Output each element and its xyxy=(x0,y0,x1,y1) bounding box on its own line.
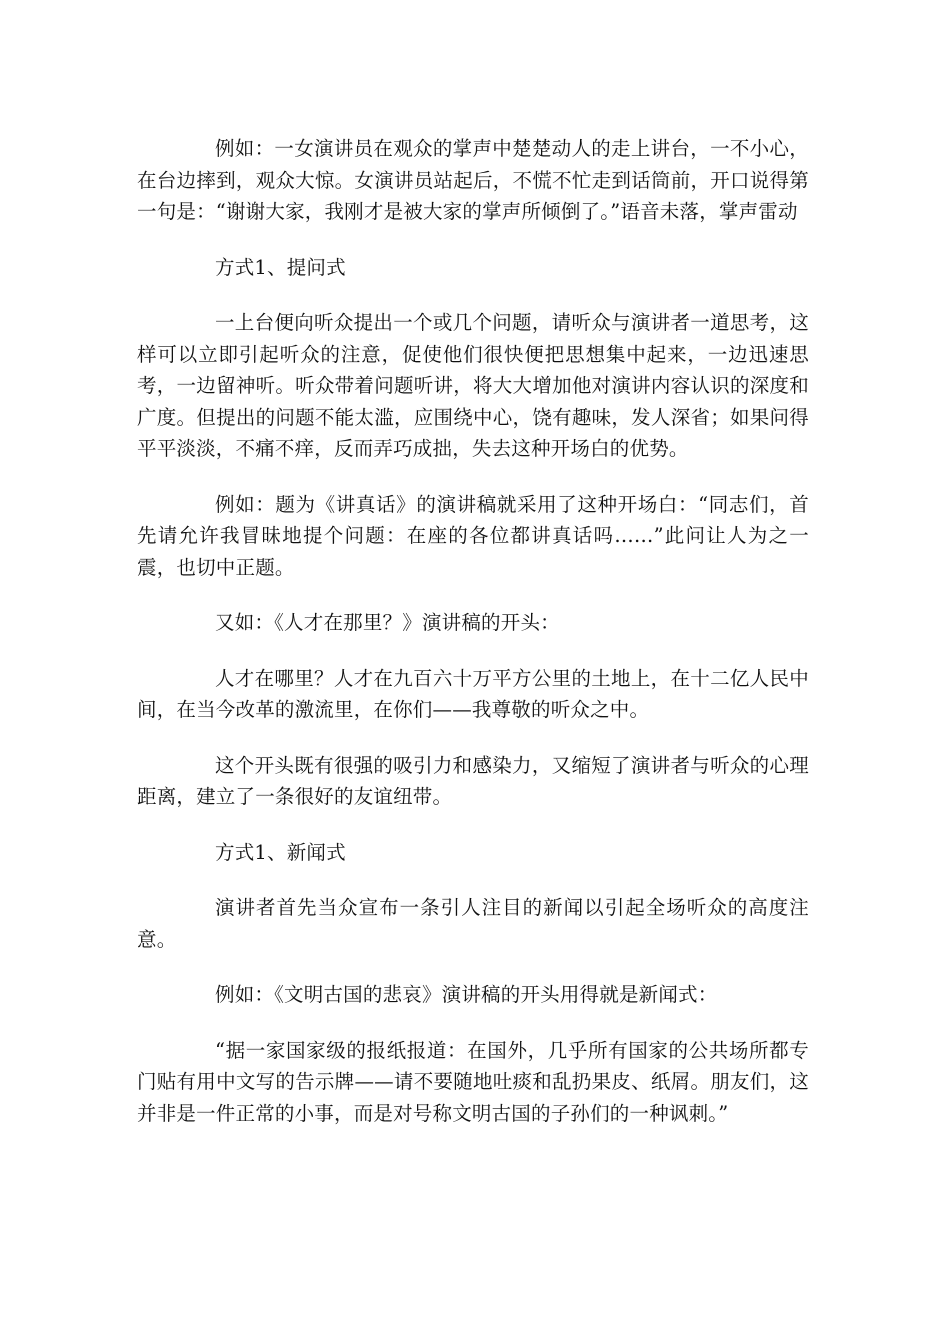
paragraph-example-truth: 例如：题为《讲真话》的演讲稿就采用了这种开场白：“同志们，首先请允许我冒昧地提个问题：在座的各位都讲真话吗……”此问让人为之一震，也切中正题。 xyxy=(137,492,809,579)
paragraph-another-example: 又如：《人才在那里？》演讲稿的开头： xyxy=(215,611,560,634)
paragraph-opening-effect: 这个开头既有很强的吸引力和感染力，又缩短了演讲者与听众的心理距离，建立了一条很好的友谊纽带。 xyxy=(137,753,809,808)
heading-news-method: 方式1、新闻式 xyxy=(215,840,346,864)
paragraph-example-civilization: 例如：《文明古国的悲哀》演讲稿的开头用得就是新闻式： xyxy=(215,983,718,1006)
document-page xyxy=(137,133,809,1153)
paragraph-news-quote: “据一家国家级的报纸报道：在国外，几乎所有国家的公共场所都专门贴有用中文写的告示牌——请不要随地吐痰和乱扔果皮、纸屑。朋友们，这并非是一件正常的小事，而是对号称文明古国的子孙们的一种讽刺。” xyxy=(137,1038,809,1125)
paragraph-example-speaker-fall: 例如：一女演讲员在观众的掌声中楚楚动人的走上讲台，一不小心，在台边摔到，观众大惊。女演讲员站起后，不慌不忙走到话筒前，开口说得第一句是：“谢谢大家，我刚才是被大家的掌声所倾倒了。”语音未落，掌声雷动 xyxy=(137,137,809,223)
paragraph-question-method-body: 一上台便向听众提出一个或几个问题，请听众与演讲者一道思考，这样可以立即引起听众的注意，促使他们很快便把思想集中起来，一边迅速思考，一边留神听。听众带着问题听讲，将大大增加他对演讲内容认识的深度和广度。但提出的问题不能太滥，应围绕中心，饶有趣味，发人深省；如果问得平平淡淡，不痛不痒，反而弄巧成拙，失去这种开场白的优势。 xyxy=(137,311,809,460)
paragraph-news-method-body: 演讲者首先当众宣布一条引人注目的新闻以引起全场听众的高度注意。 xyxy=(137,896,809,951)
heading-question-method: 方式1、提问式 xyxy=(215,255,346,279)
paragraph-talent-quote: 人才在哪里？人才在九百六十万平方公里的土地上，在十二亿人民中间，在当今改革的激流里，在你们——我尊敬的听众之中。 xyxy=(137,666,809,721)
